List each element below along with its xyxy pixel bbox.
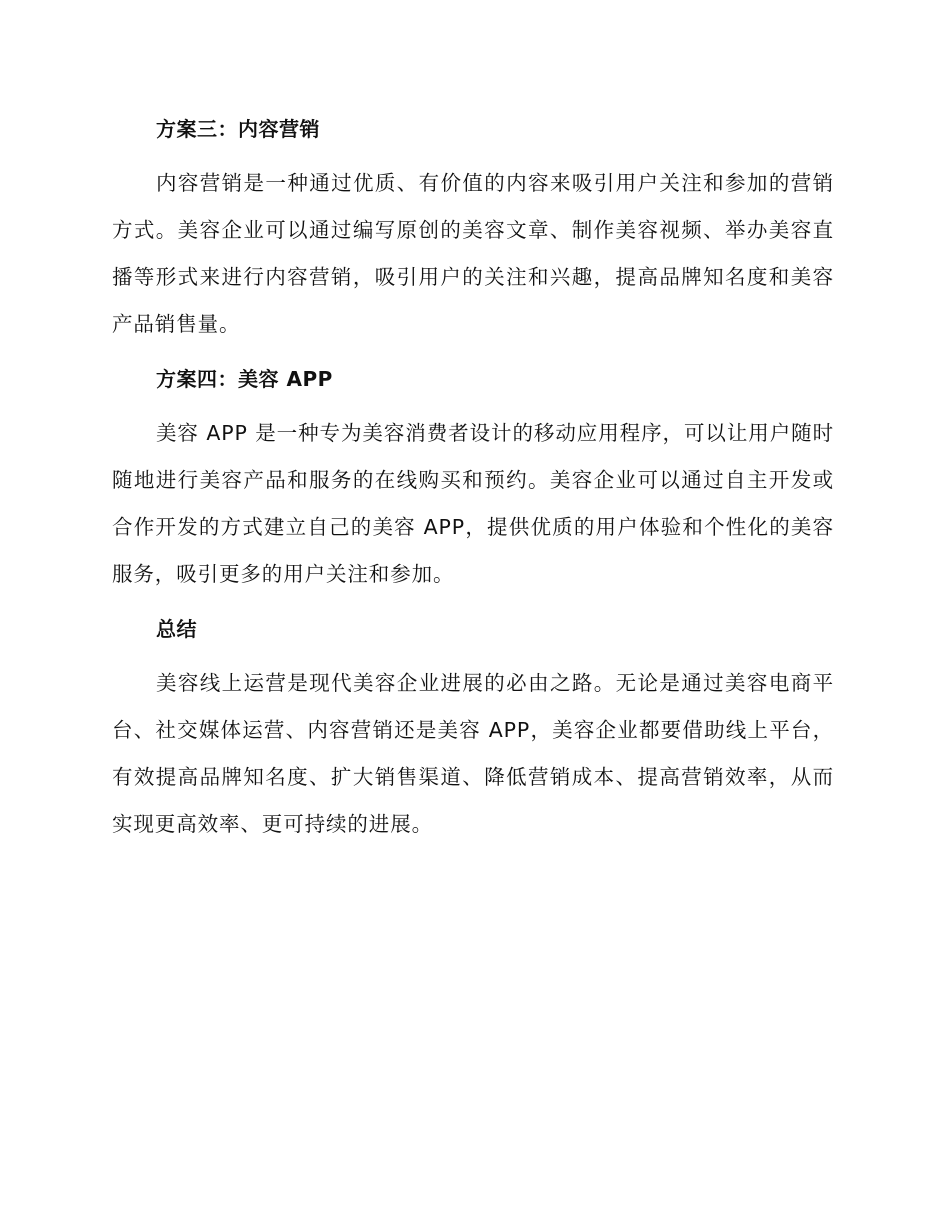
section-heading-content-marketing: 方案三：内容营销 <box>156 117 320 141</box>
section-paragraph-beauty-app: 美容 APP 是一种专为美容消费者设计的移动应用程序，可以让用户随时随地进行美容产品和服务的在线购买和预约。美容企业可以通过自主开发或合作开发的方式建立自己的美容 APP，提供优质的用户体验和个性化的美容服务，吸引更多的用户关注和参加。 <box>112 421 834 586</box>
section-heading-beauty-app: 方案四：美容 APP <box>156 367 333 391</box>
section-heading-summary: 总结 <box>156 617 197 641</box>
section-paragraph-content-marketing: 内容营销是一种通过优质、有价值的内容来吸引用户关注和参加的营销方式。美容企业可以通过编写原创的美容文章、制作美容视频、举办美容直播等形式来进行内容营销，吸引用户的关注和兴趣，提高品牌知名度和美容产品销售量。 <box>112 171 834 336</box>
document-body <box>112 112 834 862</box>
section-paragraph-summary: 美容线上运营是现代美容企业进展的必由之路。无论是通过美容电商平台、社交媒体运营、内容营销还是美容 APP，美容企业都要借助线上平台，有效提高品牌知名度、扩大销售渠道、降低营销成本、提高营销效率，从而实现更高效率、更可持续的进展。 <box>112 671 834 836</box>
